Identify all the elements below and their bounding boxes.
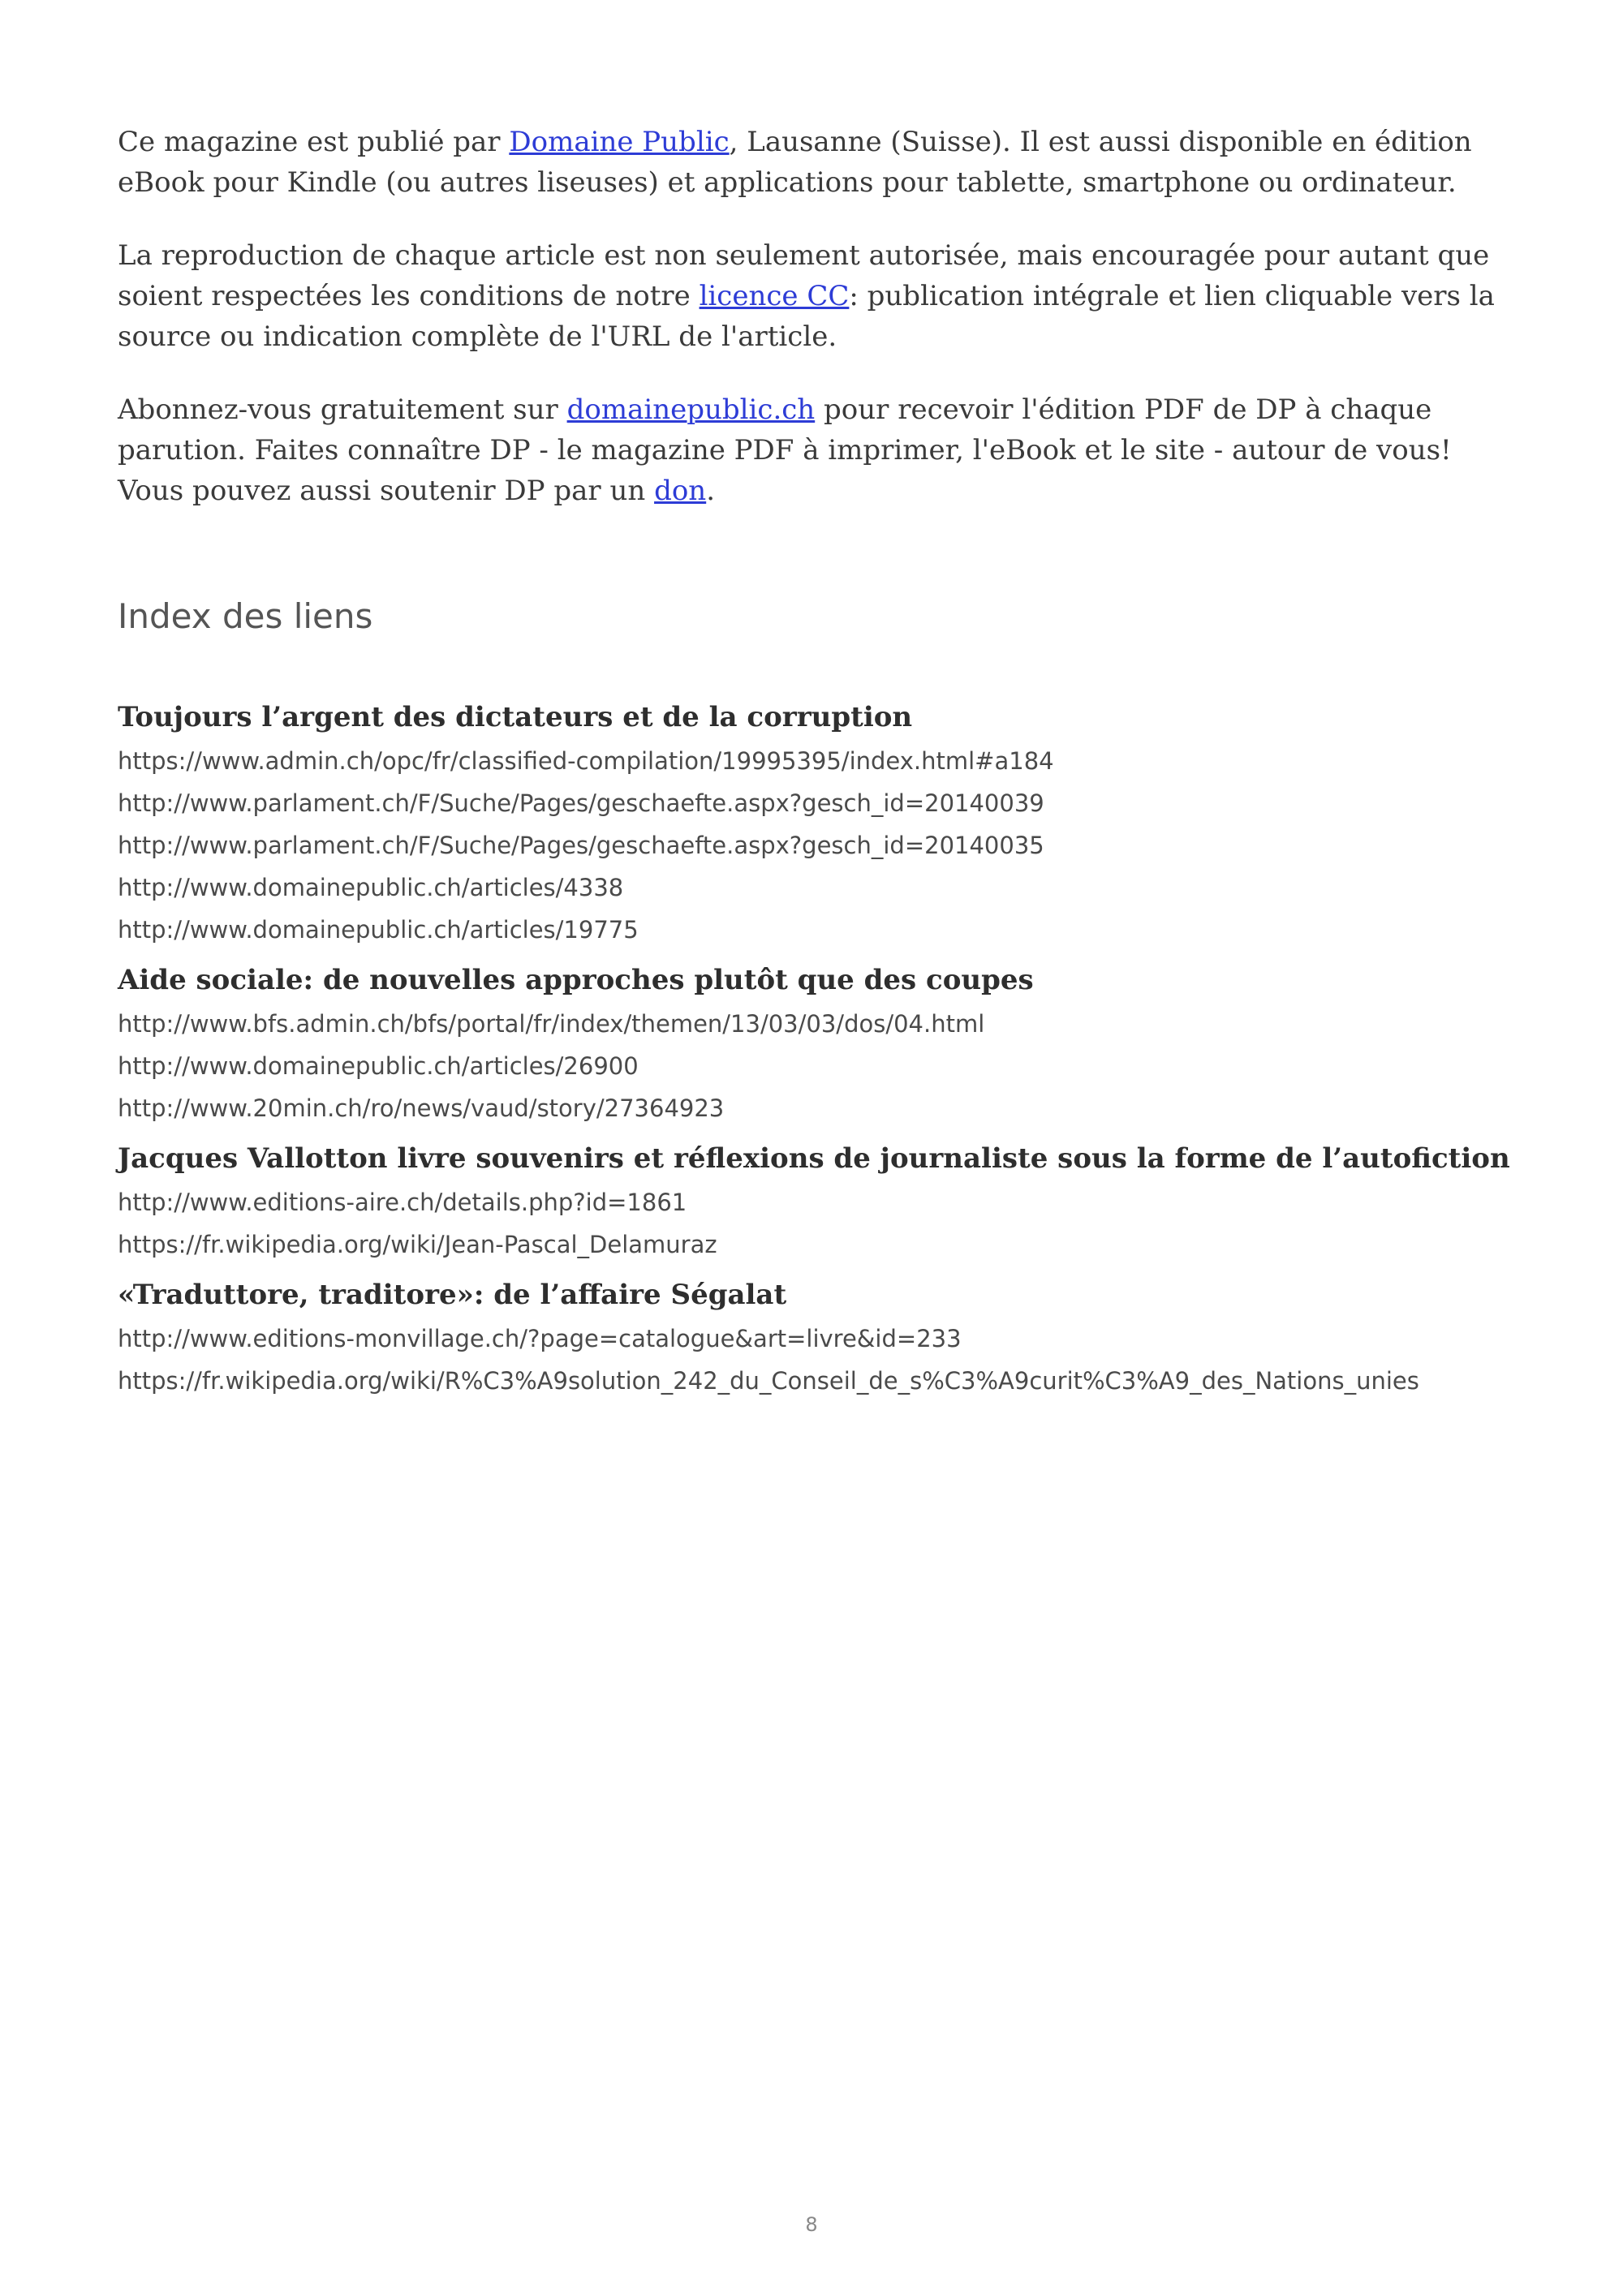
intro-paragraph-subscribe: [118, 389, 1513, 511]
link-section: [118, 1136, 1513, 1266]
domaine-public-link[interactable]: Domaine Public: [509, 126, 730, 158]
licence-cc-link[interactable]: licence CC: [699, 280, 850, 312]
section-title: Aide sociale: de nouvelles approches plutôt que des coupes: [118, 964, 1034, 996]
url-item: http://www.editions-aire.ch/details.php?id=1861: [118, 1189, 687, 1216]
intro-p3-text-after: .: [706, 475, 716, 507]
intro-paragraph-publisher: [118, 122, 1513, 203]
intro-p1-text-before: Ce magazine est publié par: [118, 126, 510, 158]
url-item: http://www.domainepublic.ch/articles/26900: [118, 1052, 639, 1080]
url-item: http://www.parlament.ch/F/Suche/Pages/geschaefte.aspx?gesch_id=20140035: [118, 832, 1044, 859]
intro-p1-text-after: , Lausanne (Suisse). Il est aussi disponible en édition eBook pour Kindle (ou autres liseuses) et applications pour tablette, smartphone ou ordinateur.: [118, 126, 1472, 199]
url-item: http://www.20min.ch/ro/news/vaud/story/27364923: [118, 1094, 725, 1122]
section-title: «Traduttore, traditore»: de l’affaire Ségalat: [118, 1279, 787, 1311]
donation-link[interactable]: don: [654, 475, 707, 507]
url-item: http://www.domainepublic.ch/articles/4338: [118, 874, 624, 901]
intro-p2-text-after: : publication intégrale et lien cliquable vers la source ou indication complète de l'URL de l'article.: [118, 280, 1495, 353]
url-item: https://fr.wikipedia.org/wiki/Jean-Pascal_Delamuraz: [118, 1231, 717, 1258]
section-title: Jacques Vallotton livre souvenirs et réflexions de journaliste sous la forme de l’autofiction: [118, 1142, 1510, 1175]
url-item: http://www.editions-monvillage.ch/?page=catalogue&art=livre&id=233: [118, 1325, 962, 1352]
intro-paragraph-license: [118, 235, 1513, 357]
page-number: 8: [805, 2213, 818, 2236]
domainepublic-site-link[interactable]: domainepublic.ch: [566, 393, 816, 426]
intro-p2-text-before: La reproduction de chaque article est non seulement autorisée, mais encouragée pour autant que soient respectées les conditions de notre: [118, 239, 1490, 312]
url-item: https://fr.wikipedia.org/wiki/R%C3%A9solution_242_du_Conseil_de_s%C3%A9curit%C3%A9_des_Nations_unies: [118, 1367, 1419, 1395]
link-section: [118, 1272, 1513, 1402]
intro-p3-text-before: Abonnez-vous gratuitement sur: [118, 393, 567, 426]
url-item: http://www.parlament.ch/F/Suche/Pages/geschaefte.aspx?gesch_id=20140039: [118, 789, 1044, 817]
section-title: Toujours l’argent des dictateurs et de la corruption: [118, 701, 913, 733]
link-section: [118, 957, 1513, 1129]
index-title: Index des liens: [118, 596, 373, 636]
intro-p3-text-between: pour recevoir l'édition PDF de DP à chaque parution. Faites connaître DP - le magazine PDF à imprimer, l'eBook et le site - autour de vous! Vous pouvez aussi soutenir DP par un: [118, 393, 1452, 507]
url-item: https://www.admin.ch/opc/fr/classified-compilation/19995395/index.html#a184: [118, 747, 1054, 775]
url-item: http://www.bfs.admin.ch/bfs/portal/fr/index/themen/13/03/03/dos/04.html: [118, 1010, 985, 1038]
link-section: [118, 694, 1513, 951]
url-item: http://www.domainepublic.ch/articles/19775: [118, 916, 639, 944]
page-content: [118, 122, 1513, 1408]
link-index-sections: [118, 694, 1513, 1402]
